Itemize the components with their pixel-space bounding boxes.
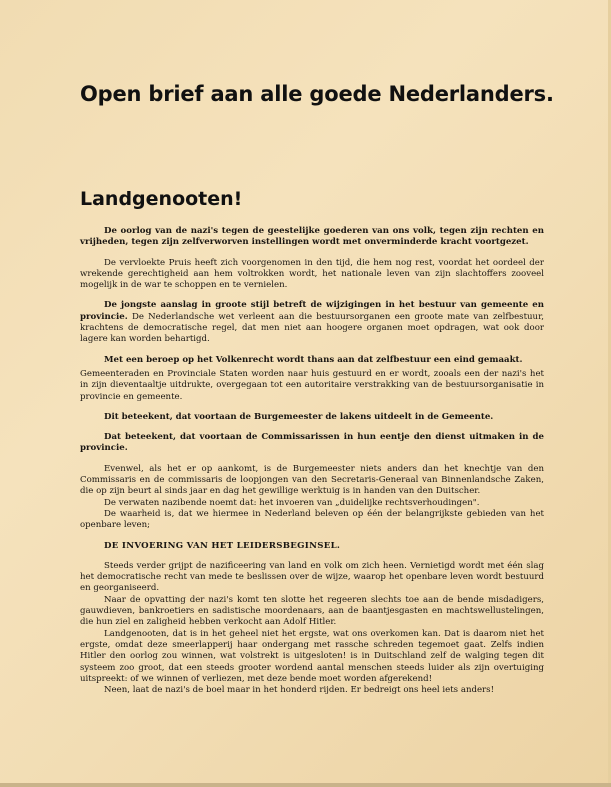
paragraph-9: De waarheid is, dat we hiermee in Nederland beleven op één der belangrijkste gebieden van het openbare leven;	[80, 508, 544, 531]
paragraph-3-bold: De jongste aanslag in groote stijl betreft de wijzigingen in het bestuur van gemeente en provincie.	[80, 300, 544, 322]
paragraph-5: Dit beteekent, dat voortaan de Burgemeester de lakens uitdeelt in de Gemeente.	[104, 411, 494, 422]
paragraph-12: Landgenooten, dat is in het geheel niet het ergste, wat ons overkomen kan. Dat is daarom niet het ergste, omdat deze smeerlapperij haar ondergang met rassche schreden tegemoet gaat. Zelfs indien Hitler den oorlog zou winnen, wat volstrekt is uitgesloten! is in Duitschland zelf de walging tegen dit systeem zoo groot, dat een steeds grooter wordend aantal menschen steeds luider als zijn overtuiging uitspreekt: of we winnen of verliezen, met deze bende moet worden afgerekend!	[80, 628, 544, 684]
letter-body	[80, 226, 544, 696]
paragraph-11: Naar de opvatting der nazi's komt ten slotte het regeeren slechts toe aan de bende misdadigers, gauwdieven, bankroetiers en sadistische moordenaars, aan de baantjesgasten en machtswellustelingen, die hun ziel en zaligheid hebben verkocht aan Adolf Hitler.	[80, 594, 544, 628]
document-title: Open brief aan alle goede Nederlanders.	[80, 82, 554, 106]
paragraph-2: De vervloekte Pruis heeft zich voorgenomen in den tijd, die hem nog rest, voordat het oordeel der wrekende gerechtigheid aan hem voltrokken wordt, het nationale leven van zijn slachtoffers zooveel mogelijk in de war te schoppen en te vernielen.	[80, 257, 544, 291]
paragraph-7: Evenwel, als het er op aankomt, is de Burgemeester niets anders dan het knechtje van den Commissaris en de commissaris de loopjongen van den Secretaris-Generaal van Binnenlandsche Zaken, die op zijn beurt al sinds jaar en dag het gewillige werktuig is in handen van den Duitscher.	[80, 463, 544, 497]
paragraph-13: Neen, laat de nazi's de boel maar in het honderd rijden. Er bedreigt ons heel iets anders!	[104, 685, 495, 696]
paragraph-8: De verwaten nazibende noemt dat: het invoeren van „duidelijke rechtsverhoudingen".	[104, 497, 480, 508]
paragraph-6: Dat beteekent, dat voortaan de Commissarissen in hun eentje den dienst uitmaken in de provincie.	[80, 432, 544, 454]
paragraph-3	[80, 300, 544, 345]
paper-edge-bottom	[0, 783, 611, 787]
paragraph-1: De oorlog van de nazi's tegen de geestelijke goederen van ons volk, tegen zijn rechten en vrijheden, tegen zijn zelfverworven instellingen wordt met onverminderde kracht voortgezet.	[80, 226, 544, 248]
paragraph-3-rest: De Nederlandsche wet verleent aan die bestuursorganen een groote mate van zelfbestuur, krachtens de democratische regel, dat men niet aan hoogere organen moet opdragen, wat ook door lagere kan worden behartigd.	[80, 311, 544, 345]
salutation-heading: Landgenooten!	[80, 188, 243, 210]
paragraph-4-bold: Met een beroep op het Volkenrecht wordt thans aan dat zelfbestuur een eind gemaakt.	[104, 354, 523, 365]
section-heading: DE INVOERING VAN HET LEIDERSBEGINSEL.	[104, 540, 341, 551]
paragraph-4-rest: Gemeenteraden en Provinciale Staten worden naar huis gestuurd en er wordt, zooals een der nazi's het in zijn dieventaaltje uitdrukte, overgegaan tot een autoritaire verstrakking van de bestuursorganisatie in provincie en gemeente.	[80, 368, 544, 402]
paragraph-10: Steeds verder grijpt de nazificeering van land en volk om zich heen. Vernietigd wordt met één slag het democratische recht van mede te beslissen over de wijze, waarop het openbare leven wordt bestuurd en georganiseerd.	[80, 560, 544, 594]
